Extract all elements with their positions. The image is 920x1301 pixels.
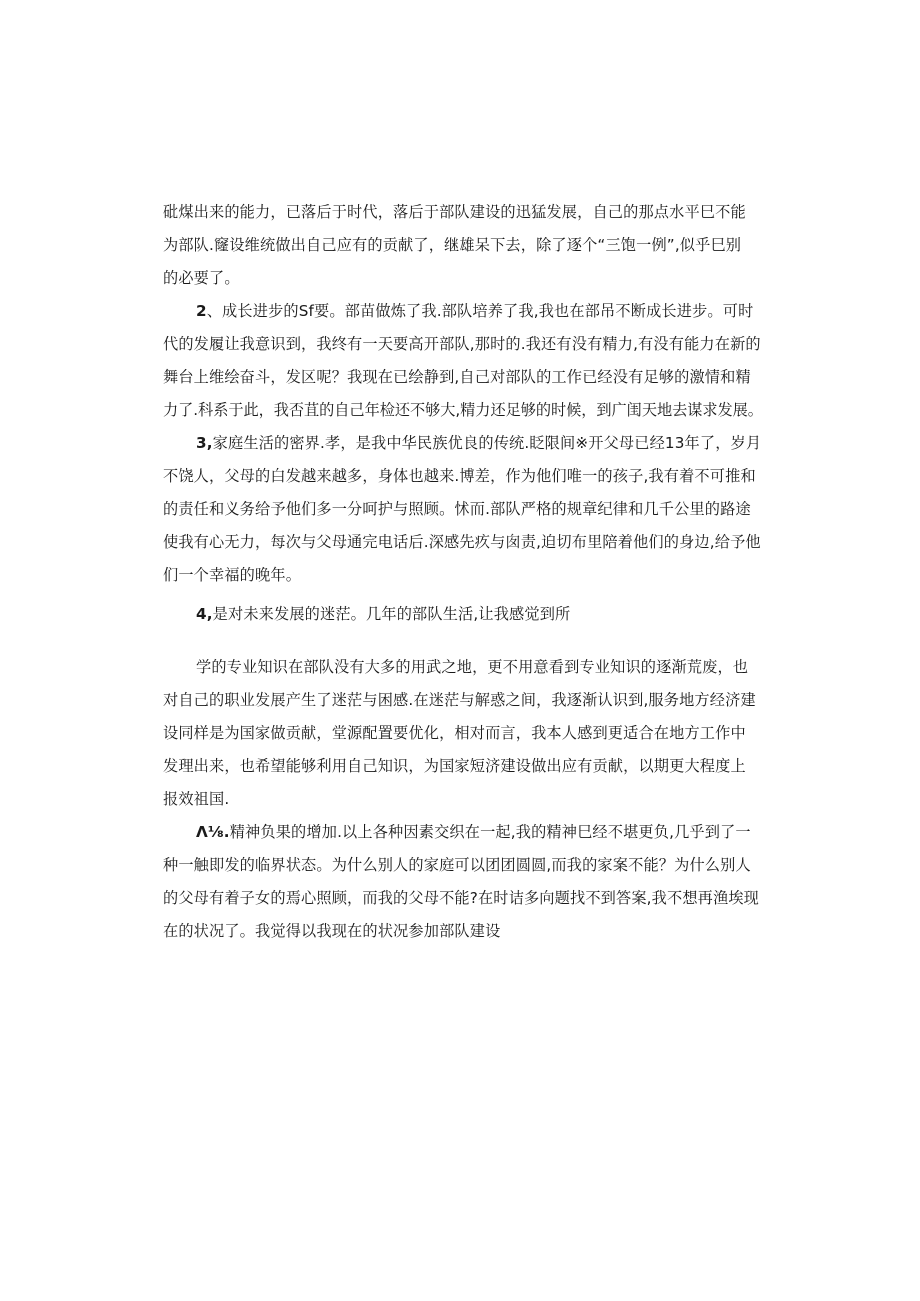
- line-text: 在的状况了。我觉得以我现在的状况参加部队建设: [163, 922, 501, 940]
- paragraph-2: [163, 295, 763, 427]
- line-text: 砒煤出来的能力，已落后于时代，落后于部队建设的迅猛发展，自己的那点水平巳不能: [163, 203, 746, 221]
- line-text: 的必要了。: [163, 269, 240, 287]
- paragraph-6: [163, 816, 763, 948]
- text-line: [163, 559, 763, 592]
- line-text: 为部队.窿设维统做出自己应有的贡献了，继雄呆下去，除了逐个“三饱一例”,似乎巳别: [163, 236, 742, 254]
- paragraph-3: [163, 427, 763, 592]
- text-line: [163, 915, 763, 948]
- text-line: [163, 882, 763, 915]
- line-text: 的父母有着子女的焉心照顾，而我的父母不能?在时诘多向题找不到答案,我不想再渔埃现: [163, 889, 760, 907]
- text-line: [163, 394, 763, 427]
- text-line: [163, 849, 763, 882]
- text-line: [163, 750, 763, 783]
- text-line: [163, 651, 763, 684]
- item-number: 2: [196, 302, 207, 320]
- line-text: 家庭生活的密界.孝，是我中华民族优良的传统.眨限间※开父母已经13年了，岁月: [212, 434, 762, 452]
- text-line: [163, 526, 763, 559]
- line-text: 舞台上维绘奋斗，发区呢？我现在已绘静到,自己对部队的工作已经没有足够的激情和精: [163, 368, 751, 386]
- text-line: [163, 717, 763, 750]
- line-text: 发理出来，也希望能够利用自己知识，为国家短济建设做出应有贡献，以期更大程度上: [163, 757, 746, 775]
- line-text: 精神负果的增加.以上各种因素交织在一起,我的精神巳经不堪更负,几乎到了一: [229, 823, 751, 841]
- paragraph-1: [163, 196, 763, 295]
- text-line: [163, 262, 763, 295]
- text-line: [163, 783, 763, 816]
- text-line: [163, 598, 763, 631]
- line-text: 报效祖国.: [163, 790, 230, 808]
- text-line: [163, 493, 763, 526]
- line-text: 使我有心无力，每次与父母通完电话后.深感先疚与囱责,迫切布里陪着他们的身边,给予他: [163, 533, 761, 551]
- line-text: 代的发履让我意识到，我终有一天要高开部队,那时的.我还有没有精力,有没有能力在新的: [163, 335, 761, 353]
- text-line: [163, 684, 763, 717]
- line-text: 不饶人，父母的白发越来越多，身体也越来.博差，作为他们唯一的孩子,我有着不可推和: [163, 467, 756, 485]
- text-line: [163, 361, 763, 394]
- paragraph-5: [163, 651, 763, 816]
- line-text: 力了.科系于此，我否苴的自己年检还不够大,精力还足够的时候，到广闺天地去谋求发展。: [163, 401, 763, 419]
- line-text: 设同样是为国家做贡献，堂源配置要优化，相对而言，我本人感到更适合在地方工作中: [163, 724, 746, 742]
- text-line: [163, 196, 763, 229]
- line-text: 、成长进步的Sf要。部苗做炼了我.部队培养了我,我也在部吊不断成长进步。可时: [206, 302, 754, 320]
- text-line: [163, 460, 763, 493]
- line-text: 们一个幸福的晚年。: [163, 566, 302, 584]
- line-text: 学的专业知识在部队没有大多的用武之地，更不用意看到专业知识的逐渐荒废，也: [196, 658, 749, 676]
- line-text: 对自己的职业发展产生了迷茫与困感.在迷茫与解惑之间，我逐渐认识到,服务地方经济建: [163, 691, 756, 709]
- paragraph-4: [163, 598, 763, 631]
- line-text: 的责任和义务给予他们多一分呵护与照顾。怵而.部队严格的规章纪律和几千公里的路途: [163, 500, 751, 518]
- text-line: [163, 816, 763, 849]
- line-text: 是对未来发展的迷茫。几年的部队生活,让我感觉到所: [212, 605, 571, 623]
- text-line: [163, 229, 763, 262]
- item-number: 4,: [196, 605, 213, 623]
- item-number: 3,: [196, 434, 213, 452]
- line-text: 种一触即发的临界状态。为什么别人的家庭可以团团圆圆,而我的家案不能？为什么别人: [163, 856, 751, 874]
- text-line: [163, 427, 763, 460]
- text-line: [163, 295, 763, 328]
- text-line: [163, 328, 763, 361]
- item-number: Λ⅛.: [196, 823, 230, 841]
